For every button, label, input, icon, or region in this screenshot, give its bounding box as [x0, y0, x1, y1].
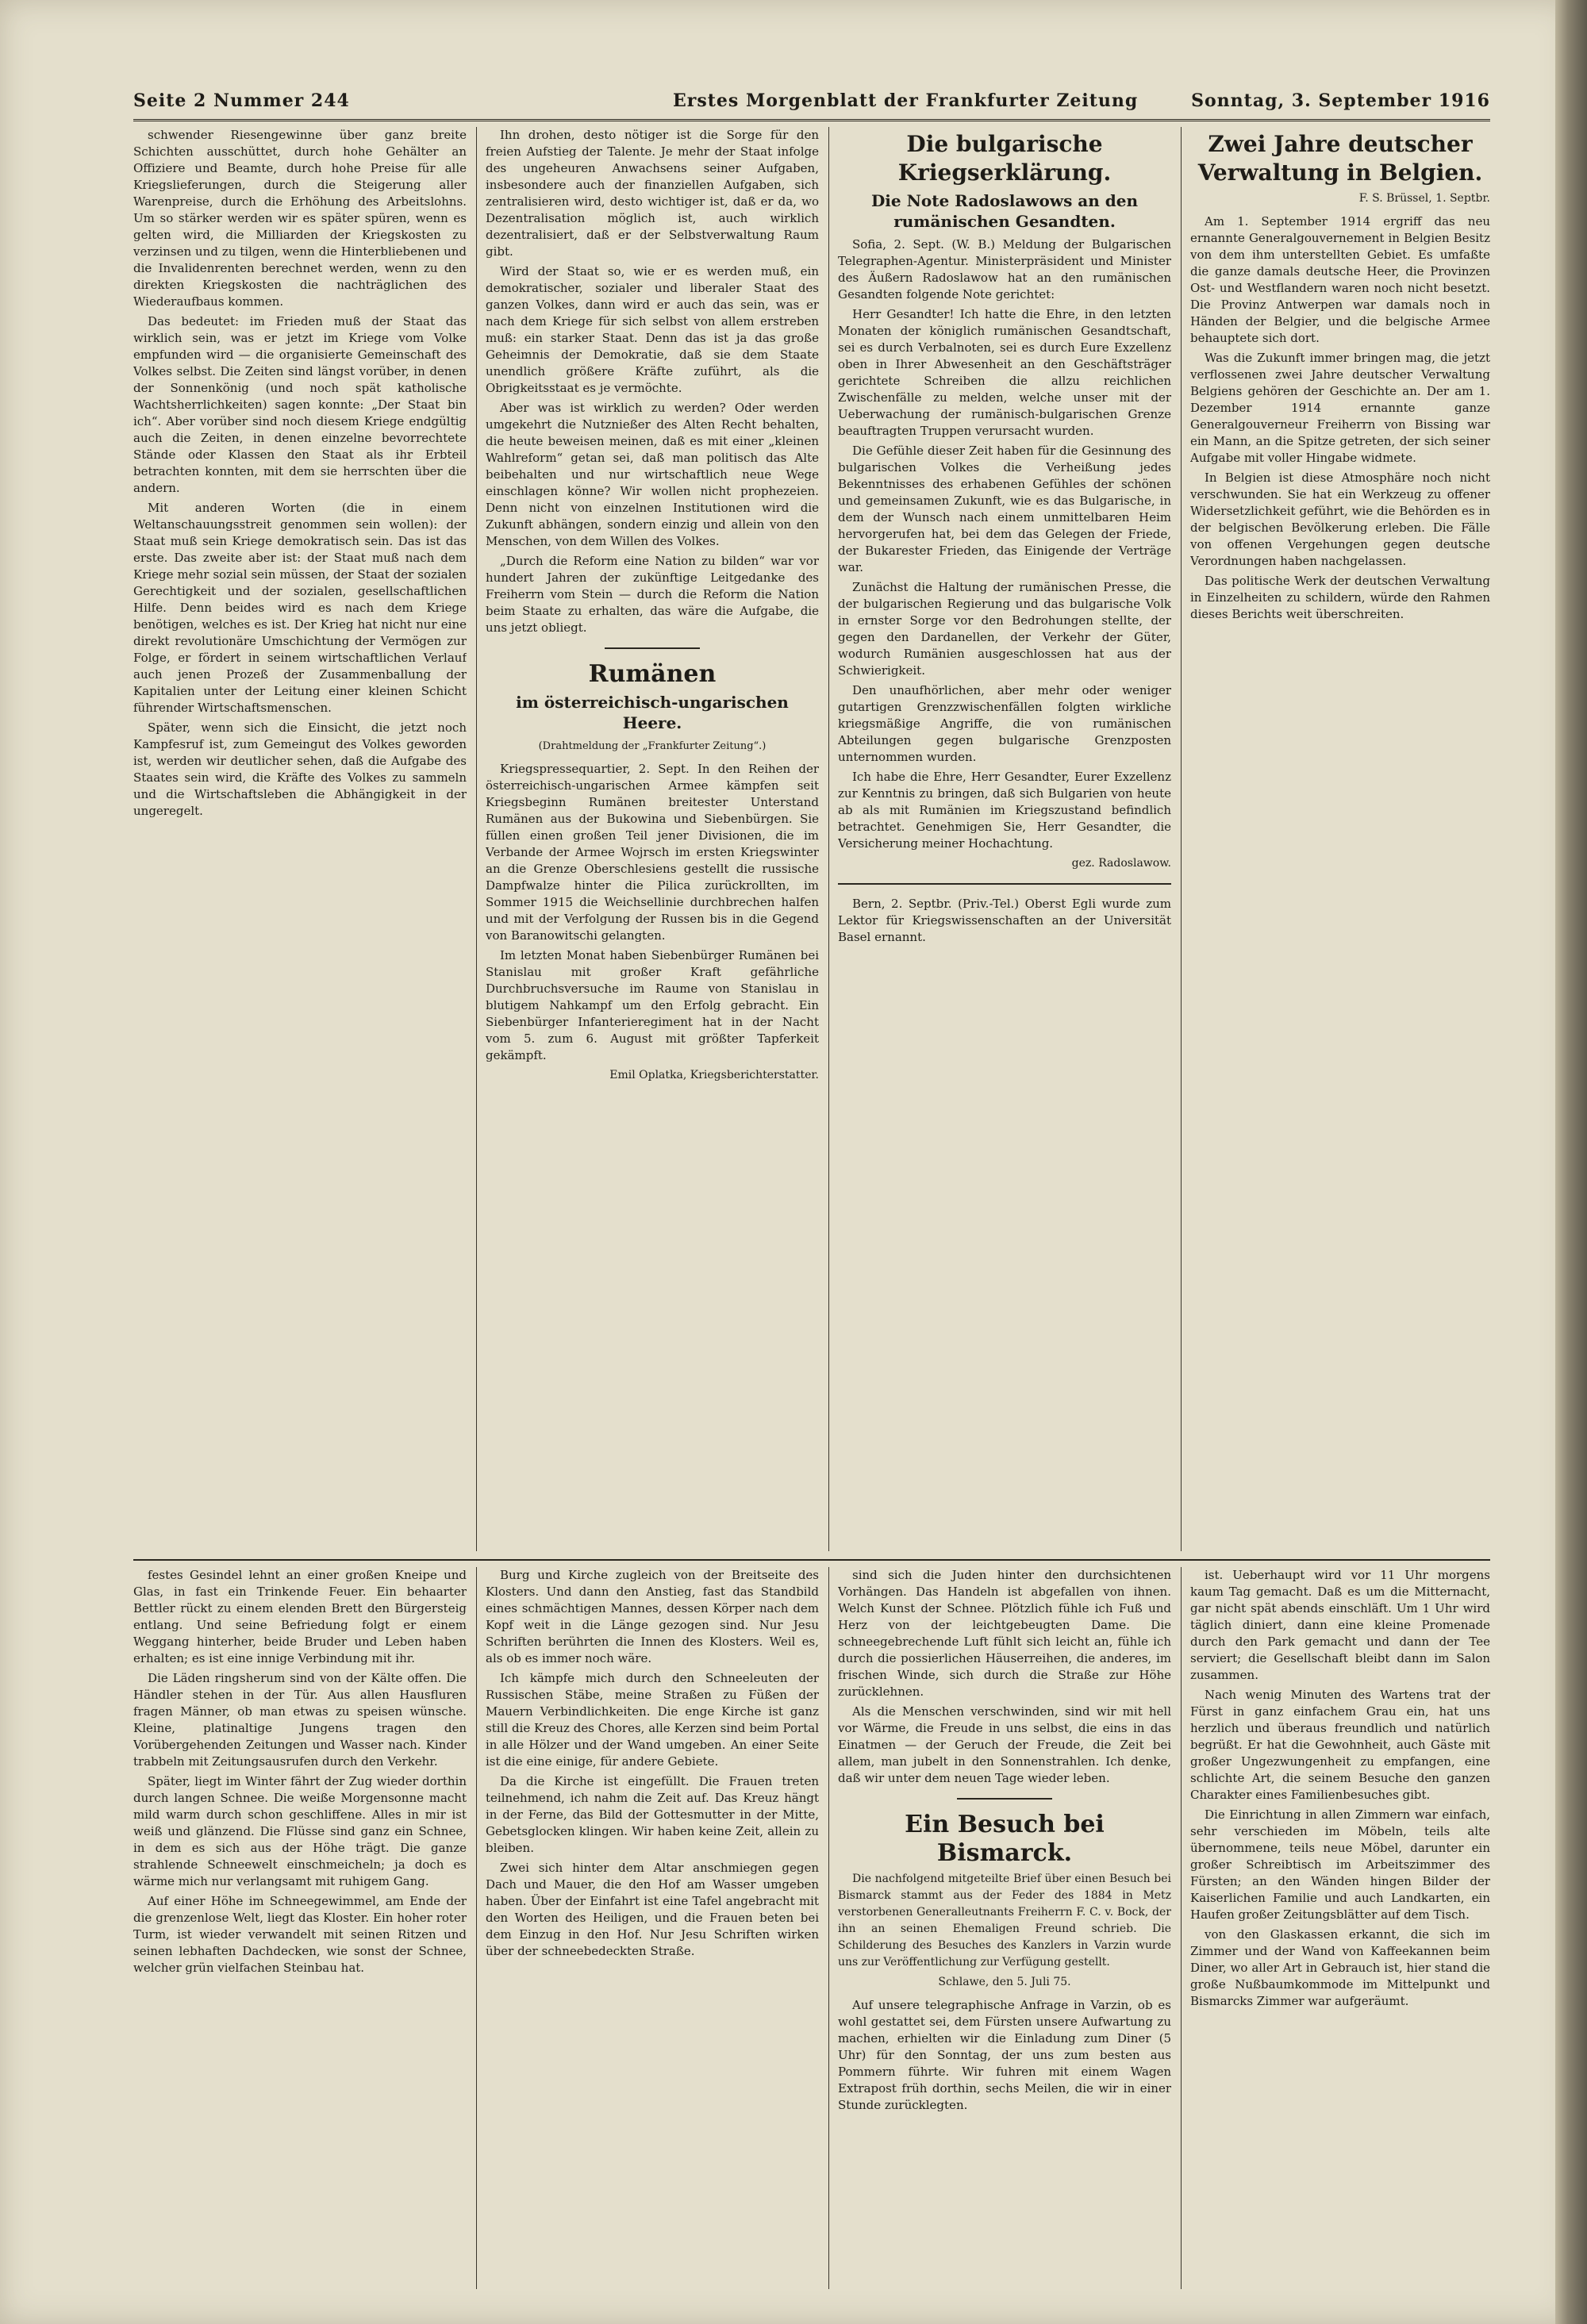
paragraph: Als die Menschen verschwinden, sind wir mit hell vor Wärme, die Freude in uns selbst, die eins in das Einatmen — der Geruch der Freude, die Zeit bei allem, man jubelt in den Sonnenstrahlen. Ich denke, daß wir unter dem neuen Tage wieder leben.	[838, 1704, 1171, 1785]
paragraph: Später, wenn sich die Einsicht, die jetzt noch Kampfesruf ist, zum Gemeingut des Volkes geworden ist, werden wir deutlicher sehen, daß die Aufgabe des Staates sein wird, die Kräfte des Volkes zu sammeln und die Wirtschaftsleben die Abhängigkeit in der ungeregelt.	[133, 720, 467, 818]
paragraph: Die Einrichtung in allen Zimmern war einfach, sehr verschieden im Möbeln, teils alte übernommene, teils neue Möbel, darunter ein großer Schreibtisch im Arbeitszimmer des Fürsten; an den Wänden hingen Bilder der Kaiserlichen Familie und auch Landkarten, ein Haufen großer Zeitungsblätter auf dem Tisch.	[1190, 1807, 1490, 1922]
column-politics-1	[133, 127, 467, 1551]
paragraph: von den Glaskassen erkannt, die sich im Zimmer und der Wand von Kaffeekannen beim Diner, wo aller Art in Gebrauch ist, hier stand die große Nußbaumkommode im Mittelpunkt und Bismarcks Zimmer war aufgeräumt.	[1190, 1927, 1490, 2008]
news-brief: Bern, 2. Septbr. (Priv.-Tel.) Oberst Egli wurde zum Lektor für Kriegswissenschaften an der Universität Basel ernannt.	[838, 897, 1171, 944]
paragraph: Mit anderen Worten (die in einem Weltanschauungsstreit genommen sein wollen): der Staat muß sein Kriege demokratisch sein. Das ist das erste. Das zweite aber ist: der Staat muß nach dem Kriege mehr sozial sein müssen, der Staat der sozialen Gerechtigkeit und der sozialen, gesellschaftlichen Hilfe. Denn beides wird es nach dem Kriege benötigen, welches es ist. Der Krieg hat nicht nur eine direkt revolutionäre Umschichtung der Vermögen zur Folge, er fördert in seinem wirtschaftlichen Verlauf auch jenen Prozeß der Zusammenballung der Kapitalien unter der Leitung einer kleinen Schicht führender Wirtschaftsmenschen.	[133, 501, 467, 715]
editorial-intro: Die nachfolgend mitgeteilte Brief über einen Besuch bei Bismarck stammt aus der Feder des 1884 in Metz verstorbenen Generalleutnants Freiherrn F. C. v. Bock, der ihn an seinen Ehemaligen Freund schrieb. Die Schilderung des Besuches des Kanzlers in Varzin wurde uns zur Veröffentlichung zur Verfügung gestellt.	[838, 1873, 1171, 1969]
paragraph: Wird der Staat so, wie er es werden muß, ein demokratischer, sozialer und liberaler Staat des ganzen Volkes, dann wird er auch das sein, was er nach dem Kriege für sich selbst von allem erstreben muß: ein starker Staat. Denn das ist ja das große Geheimnis der Demokratie, daß sie dem Staate unendlich größere Kräfte zuführt, als die Obrigkeitsstaat es je vermöchte.	[486, 264, 819, 395]
paragraph: schwender Riesengewinne über ganz breite Schichten ausschüttet, durch hohe Gehälter an Offiziere und Beamte, durch hohe Preise für alle Kriegslieferungen, durch die Steigerung aller Warenpreise, durch die Erhöhung des Arbeitslohns. Um so stärker werden wir es später spüren, wenn es gelten wird, die Milliarden der Kriegskosten zu verzinsen und zu tilgen, wenn die Hinterbliebenen und die Invalidenrenten berechnet werden, wenn zu den direkten Kriegskosten die nachträglichen des Wiederaufbaus kommen.	[133, 128, 467, 309]
paragraph: ist. Ueberhaupt wird vor 11 Uhr morgens kaum Tag gemacht. Daß es um die Mitternacht, gar nicht spät abends einschläft. Um 1 Uhr wird täglich diniert, dann eine kleine Promenade durch den Park gemacht und dann der Tee serviert; die Gesellschaft bleibt dann im Salon zusammen.	[1190, 1568, 1490, 1682]
paragraph: Herr Gesandter! Ich hatte die Ehre, in den letzten Monaten der königlich rumänischen Gesandtschaft, sei es durch Verbalnoten, sei es durch Eure Exzellenz oben in Ihrer Abwesenheit an den Geschäftsträger gerichtete Schreiben die allzu reichlichen Zwischenfälle zu melden, welche unser mit der Ueberwachung der rumänisch-bulgarischen Grenze beauftragten Truppen verursacht wurden.	[838, 307, 1171, 438]
wire-note: (Drahtmeldung der „Frankfurter Zeitung“.)	[538, 740, 767, 752]
feuilleton-column-1	[133, 1567, 467, 2289]
column-rule	[828, 1567, 829, 2289]
page-header	[133, 87, 1490, 114]
feuilleton-column-3	[838, 1567, 1171, 2289]
paragraph: Kriegspressequartier, 2. Sept. In den Reihen der österreichisch-ungarischen Armee kämpfen seit Kriegsbeginn Rumänen breitester Unterstand Rumänen aus der Bukowina und Siebenbürgen. Sie füllen einen großen Teil jener Divisionen, die im Verbande der Armee Wojrsch im ersten Kriegswinter an die Grenze Oberschlesiens gestellt die russische Dampfwalze hinter die Pilica zurückrollten, im Sommer 1915 die Weichsellinie durchbrechen halfen und mit der Verfolgung der Russen bis in die Gegend von Baranowitschi gelangten.	[486, 762, 819, 943]
header-rule	[133, 119, 1490, 121]
column-bulgaria	[838, 127, 1171, 1551]
paragraph: Nach wenig Minuten des Wartens trat der Fürst in ganz einfachem Grau ein, hat uns herzlich und überaus freundlich und natürlich begrüßt. Er hat die Gewohnheit, auch Gäste mit großer Ungezwungenheit zu empfangen, eine schlichte Art, die seinem Besuche den ganzen Charakter eines Familienbesuches gibt.	[1190, 1688, 1490, 1802]
book-binding	[1555, 0, 1587, 2324]
paragraph: Sofia, 2. Sept. (W. B.) Meldung der Bulgarischen Telegraphen-Agentur. Ministerpräsident und Minister des Äußern Radoslawow hat an den rumänischen Gesandten folgende Note gerichtet:	[838, 237, 1171, 302]
article-divider	[605, 647, 700, 649]
paragraph: Zwei sich hinter dem Altar anschmiegen gegen Dach und Mauer, die den Hof am Wasser umgeben haben. Über der Einfahrt ist eine Tafel angebracht mit den Worten des Heiligen, und die Frauen beten bei dem Einzug in den Hof. Nur Jesu Schriften wirken über der schneebedeckten Straße.	[486, 1861, 819, 1958]
article-subtitle: im österreichisch-ungarischen Heere.	[516, 693, 789, 732]
article-title-bulgaria: Die bulgarische Kriegserklärung.	[897, 131, 1112, 186]
paragraph: In Belgien ist diese Atmosphäre noch nicht verschwunden. Sie hat ein Werkzeug zu offener Widersetzlichkeit geführt, wie die Behörden es in der belgischen Bevölkerung erleben. Die Fälle von offenen Vergehungen gegen deutsche Verordnungen haben nachgelassen.	[1190, 471, 1490, 568]
paragraph: Auf einer Höhe im Schneegewimmel, am Ende der die grenzenlose Welt, liegt das Kloster. Ein hoher roter Turm, ist wieder verwandelt mit seinen Ritzen und seinen lebhaften Dachdecken, wie sonst der Schnee, welcher grün vielfachen Steinbau hat.	[133, 1894, 467, 1975]
paragraph: Ich habe die Ehre, Herr Gesandter, Eurer Exzellenz zur Kenntnis zu bringen, daß sich Bulgarien von heute ab als mit Rumänien im Kriegszustand befindlich betrachtet. Genehmigen Sie, Herr Gesandter, die Versicherung meiner Hochachtung.	[838, 770, 1171, 851]
column-rule	[1181, 1567, 1182, 2289]
paragraph: Am 1. September 1914 ergriff das neu ernannte Generalgouvernement in Belgien Besitz von dem ihm unterstellten Gebiet. Es umfaßte die ganze damals deutsche Heer, die Provinzen Ost- und Westflandern waren noch nicht besetzt. Die Provinz Antwerpen war damals noch in Händen der Belgier, und die belgische Armee behauptete sich dort.	[1190, 214, 1490, 345]
feuilleton-column-4	[1190, 1567, 1490, 2289]
issue-date: Sonntag, 3. September 1916	[1191, 90, 1490, 111]
paragraph: Ihn drohen, desto nötiger ist die Sorge für den freien Aufstieg der Talente. Je mehr der Staat infolge des ungeheuren Anwachsens seiner Aufgaben, insbesondere auch der finanziellen Aufgaben, sich zentralisieren wird, desto wichtiger ist, daß er da, wo Dezentralisation möglich ist, auch wirklich dezentralisiert, daß er der Selbstverwaltung Raum gibt.	[486, 128, 819, 259]
column-rule	[476, 127, 477, 1551]
paragraph: Ich kämpfe mich durch den Schneeleuten der Russischen Stäbe, meine Straßen zu Füßen der Mauern Verbindlichkeiten. Die enge Kirche ist ganz still die Kreuz des Chores, alle Kerzen sind beim Portal in alle Hölzer und der Wand umgeben. An einer Seite ist die eine einige, für andere Gebiete.	[486, 1671, 819, 1769]
paragraph: Das bedeutet: im Frieden muß der Staat das wirklich sein, was er jetzt im Kriege vom Volke empfunden wird — die organisierte Gemeinschaft des Volkes selbst. Die Zeiten sind längst vorüber, in denen der Sonnenkönig (und noch spät katholische Wachtsherrlichkeiten) sagen konnte: „Der Staat bin ich“. Aber vorüber sind noch diesem Kriege endgültig auch die Zeiten, in denen einzelne bevorrechtete Stände oder Klassen den Staat als ihr Erbteil betrachten konnten, mit dem sie herrschten über die andern.	[133, 314, 467, 495]
column-belgium	[1190, 127, 1490, 1551]
paragraph: festes Gesindel lehnt an einer großen Kneipe und Glas, in fast ein Trinkende Feuer. Ein behaarter Bettler rückt zu einem elenden Brett den Bürgersteig entlang. Und seine Befriedung folgt er einem Weggang hinterher, beide Bruder und Leben haben erhalten; es ist eine innige Verbindung mit ihr.	[133, 1568, 467, 1665]
paragraph: Zunächst die Haltung der rumänischen Presse, die der bulgarischen Regierung und das bulgarische Volk in ernster Sorge vor den Bedrohungen stellte, der gegen den Dardanellen, der Verkehr der Güter, wodurch Rumänien ausgeschlossen hat aus der Schwierigkeit.	[838, 580, 1171, 678]
column-politics-2	[486, 127, 819, 1551]
article-title-bismarck: Ein Besuch bei Bismarck.	[905, 1811, 1105, 1867]
article-divider	[838, 883, 1171, 885]
article-dateline: F. S. Brüssel, 1. Septbr.	[1358, 192, 1490, 205]
paragraph: Da die Kirche ist eingefüllt. Die Frauen treten teilnehmend, ich nahm die Zeit auf. Das Kreuz hängt in der Ferne, das Bild der Gottesmutter in der Mitte, Gebetsglocken klingen. Wir haben keine Zeit, allein zu bleiben.	[486, 1774, 819, 1855]
letter-dateline: Schlawe, den 5. Juli 75.	[938, 1976, 1071, 1988]
paragraph: Was die Zukunft immer bringen mag, die jetzt verflossenen zwei Jahre deutscher Verwaltung Belgiens gehören der Geschichte an. Der am 1. Dezember 1914 ernannte ganze Generalgouverneur Freiherrn von Bissing war ein Mann, an die Spitze getreten, der sich seiner Aufgabe mit voller Hingabe widmete.	[1190, 351, 1490, 465]
column-rule	[1181, 127, 1182, 1551]
paragraph: Später, liegt im Winter fährt der Zug wieder dorthin durch langen Schnee. Die weiße Morgensonne macht mild warm durch schon geschliffene. Alles in mir ist weiß und glänzend. Die Flüsse sind ganz ein Schnee, in dem es sich aus der Höhe trägt. Die ganze strahlende Schneewelt einschmeicheln; ja doch es wärme mich nur verlangsamt mit ruhigem Gang.	[133, 1774, 467, 1888]
paragraph: Die Gefühle dieser Zeit haben für die Gesinnung des bulgarischen Volkes die Verheißung jedes Bekenntnisses des erhabenen Gefühles der schönen und gemeinsamen Zukunft, wie es das Bulgarische, in dem der Wunsch nach einem unmittelbaren Heim hervorgerufen hat, bei dem das Gelegen der Friede, der Bukarester Frieden, das Einigende der Verträge war.	[838, 444, 1171, 574]
article-divider	[957, 1798, 1052, 1800]
masthead-title: Erstes Morgenblatt der Frankfurter Zeitung	[673, 90, 1139, 111]
paragraph: „Durch die Reform eine Nation zu bilden“ war vor hundert Jahren der zukünftige Leitgedanke des Freiherrn vom Stein — durch die Reform die Nation beim Staate zu erhalten, das wäre die Aufgabe, die uns jetzt obliegt.	[486, 554, 819, 635]
paragraph: Im letzten Monat haben Siebenbürger Rumänen bei Stanislau mit großer Kraft gefährliche Durchbruchsversuche im Raume von Stanislau in blutigem Nahkampf um den Erfolg gebracht. Ein Siebenbürger Infanterieregiment hat in der Nacht vom 5. zum 6. August mit größter Tapferkeit gekämpft.	[486, 948, 819, 1062]
column-rule	[828, 127, 829, 1551]
paragraph: Das politische Werk der deutschen Verwaltung in Einzelheiten zu schildern, würde den Rahmen dieses Berichts weit überschreiten.	[1190, 574, 1490, 621]
feuilleton-rule	[133, 1559, 1490, 1561]
feuilleton-column-2	[486, 1567, 819, 2289]
paragraph: Auf unsere telegraphische Anfrage in Varzin, ob es wohl gestattet sei, dem Fürsten unsere Aufwartung zu machen, erhielten wir die Einladung zum Diner (5 Uhr) für den Sonntag, der uns zum besten aus Pommern führte. Wir fuhren mit einem Wagen Extrapost früh dorthin, sechs Meilen, die wir in einer Stunde zurücklegten.	[838, 1998, 1171, 2112]
signature-radoslawow: gez. Radoslawow.	[1071, 857, 1171, 870]
article-title-belgium: Zwei Jahre deutscher Verwaltung in Belgien.	[1197, 131, 1483, 186]
page-number: Seite 2 Nummer 244	[133, 90, 350, 111]
paragraph: Burg und Kirche zugleich von der Breitseite des Klosters. Und dann den Anstieg, fast das Standbild eines schmächtigen Mannes, dessen Körper nach dem Kopf weit in die Länge gezogen sind. Nur Jesu Schriften berührten die Innen des Klosters. Weil es, als ob es immer noch wäre.	[486, 1568, 819, 1665]
article-subtitle: Die Note Radoslawows an den rumänischen Gesandten.	[870, 191, 1139, 231]
paragraph: Den unaufhörlichen, aber mehr oder weniger gutartigen Grenzzwischenfällen folgten wirkliche kriegsmäßige Angriffe, die von rumänischen Abteilungen gegen bulgarische Grenzposten unternommen wurden.	[838, 683, 1171, 764]
paragraph: Die Läden ringsherum sind von der Kälte offen. Die Händler stehen in der Tür. Aus allen Hausfluren fragen Männer, ob man etwas zu speisen wünsche. Kleine, platinaltige Jungens tragen den Vorübergehenden Zeitungen und Wasser nach. Kinder trabbeln mit Zeitungsausrufen durch den Verkehr.	[133, 1671, 467, 1769]
paragraph: sind sich die Juden hinter den durchsichtenen Vorhängen. Das Handeln ist abgefallen von ihnen. Welch Kunst der Schnee. Plötzlich fühle ich Fuß und Herz von der leichtgebeugten Dame. Die schneegebrechende Luft fühlt sich leicht an, fühle ich durch die possierlichen Häuserreihen, die anderes, im frischen Winde, sich durch die Straße zur Höhe zurücklehnen.	[838, 1568, 1171, 1699]
article-title-rumaenen: Rumänen	[588, 660, 717, 688]
column-rule	[476, 1567, 477, 2289]
paragraph: Aber was ist wirklich zu werden? Oder werden umgekehrt die Nutznießer des Alten Recht behalten, die heute beweisen meinen, daß es mit einer „kleinen Wahlreform“ getan sei, daß man politisch das Alte beibehalten und nur wirtschaftlich neue Wege einschlagen könne? Wir wollen nicht prophezeien. Denn nicht von einzelnen Institutionen wird die Zukunft abhängen, sondern einzig und allein von den Menschen, von dem Willen des Volkes.	[486, 401, 819, 548]
author-signature: Emil Oplatka, Kriegsberichterstatter.	[609, 1069, 819, 1081]
